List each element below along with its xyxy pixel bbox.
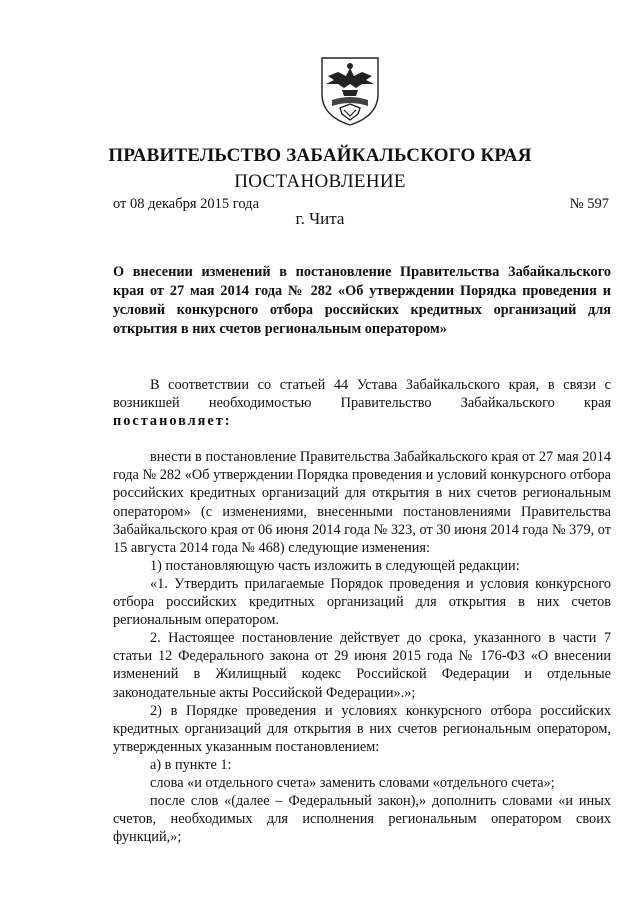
preamble-text: В соответствии со статьей 44 Устава Забайкальского края, в связи с возникшей необходимостью Правительство Забайкальского края [113, 377, 611, 412]
document-city: г. Чита [295, 209, 345, 228]
coat-of-arms-emblem [318, 54, 382, 128]
document-number: № 597 [569, 196, 609, 212]
document-body [113, 376, 611, 846]
resolves-word: постановляет: [113, 413, 232, 430]
paragraph: 2) в Порядке проведения и условиях конкурсного отбора российских кредитных организаций для открытия в них счетов региональным оператором, утвержденных указанным постановлением: [113, 702, 611, 755]
document-date: от 08 декабря 2015 года [113, 196, 259, 212]
paragraph: слова «и отдельного счета» заменить словами «отдельного счета»; [150, 774, 555, 791]
document-title: О внесении изменений в постановление Правительства Забайкальского края от 27 мая 2014 года № 282 «Об утверждении Порядка проведения и условий конкурсного отбора российских кредитных организаций для открытия в них счетов региональным оператором» [113, 264, 611, 337]
government-name: ПРАВИТЕЛЬСТВО ЗАБАЙКАЛЬСКОГО КРАЯ [108, 145, 532, 166]
preamble [113, 376, 611, 430]
paragraph: а) в пункте 1: [150, 756, 232, 773]
paragraph: после слов «(далее – Федеральный закон),» дополнить словами «и иных счетов, необходимых для исполнения региональным оператором своих функций,»; [113, 793, 611, 846]
paragraph: 1) постановляющую часть изложить в следующей редакции: [150, 557, 520, 574]
paragraph: 2. Настоящее постановление действует до срока, указанного в части 7 статьи 12 Федерального закона от 29 июня 2015 года № 176-ФЗ «О внесении изменений в Жилищный кодекс Российской Федерации и отдельные законодательные акты Российской Федерации».»; [113, 630, 611, 701]
paragraph: «1. Утвердить прилагаемые Порядок проведения и условия конкурсного отбора российских кредитных организаций для открытия в них счетов региональным оператором. [113, 575, 611, 629]
document-type: ПОСТАНОВЛЕНИЕ [234, 171, 406, 192]
paragraph: внести в постановление Правительства Забайкальского края от 27 мая 2014 года № 282 «Об утверждении Порядка проведения и условий конкурсного отбора российских кредитных организаций для открытия в них счетов региональным оператором» (с изменениями, внесенными постановлениями Правительства Забайкальского края от 06 июня 2014 года № 323, от 30 июня 2014 года № 379, от 15 августа 2014 года № 468) следующие изменения: [113, 449, 611, 556]
